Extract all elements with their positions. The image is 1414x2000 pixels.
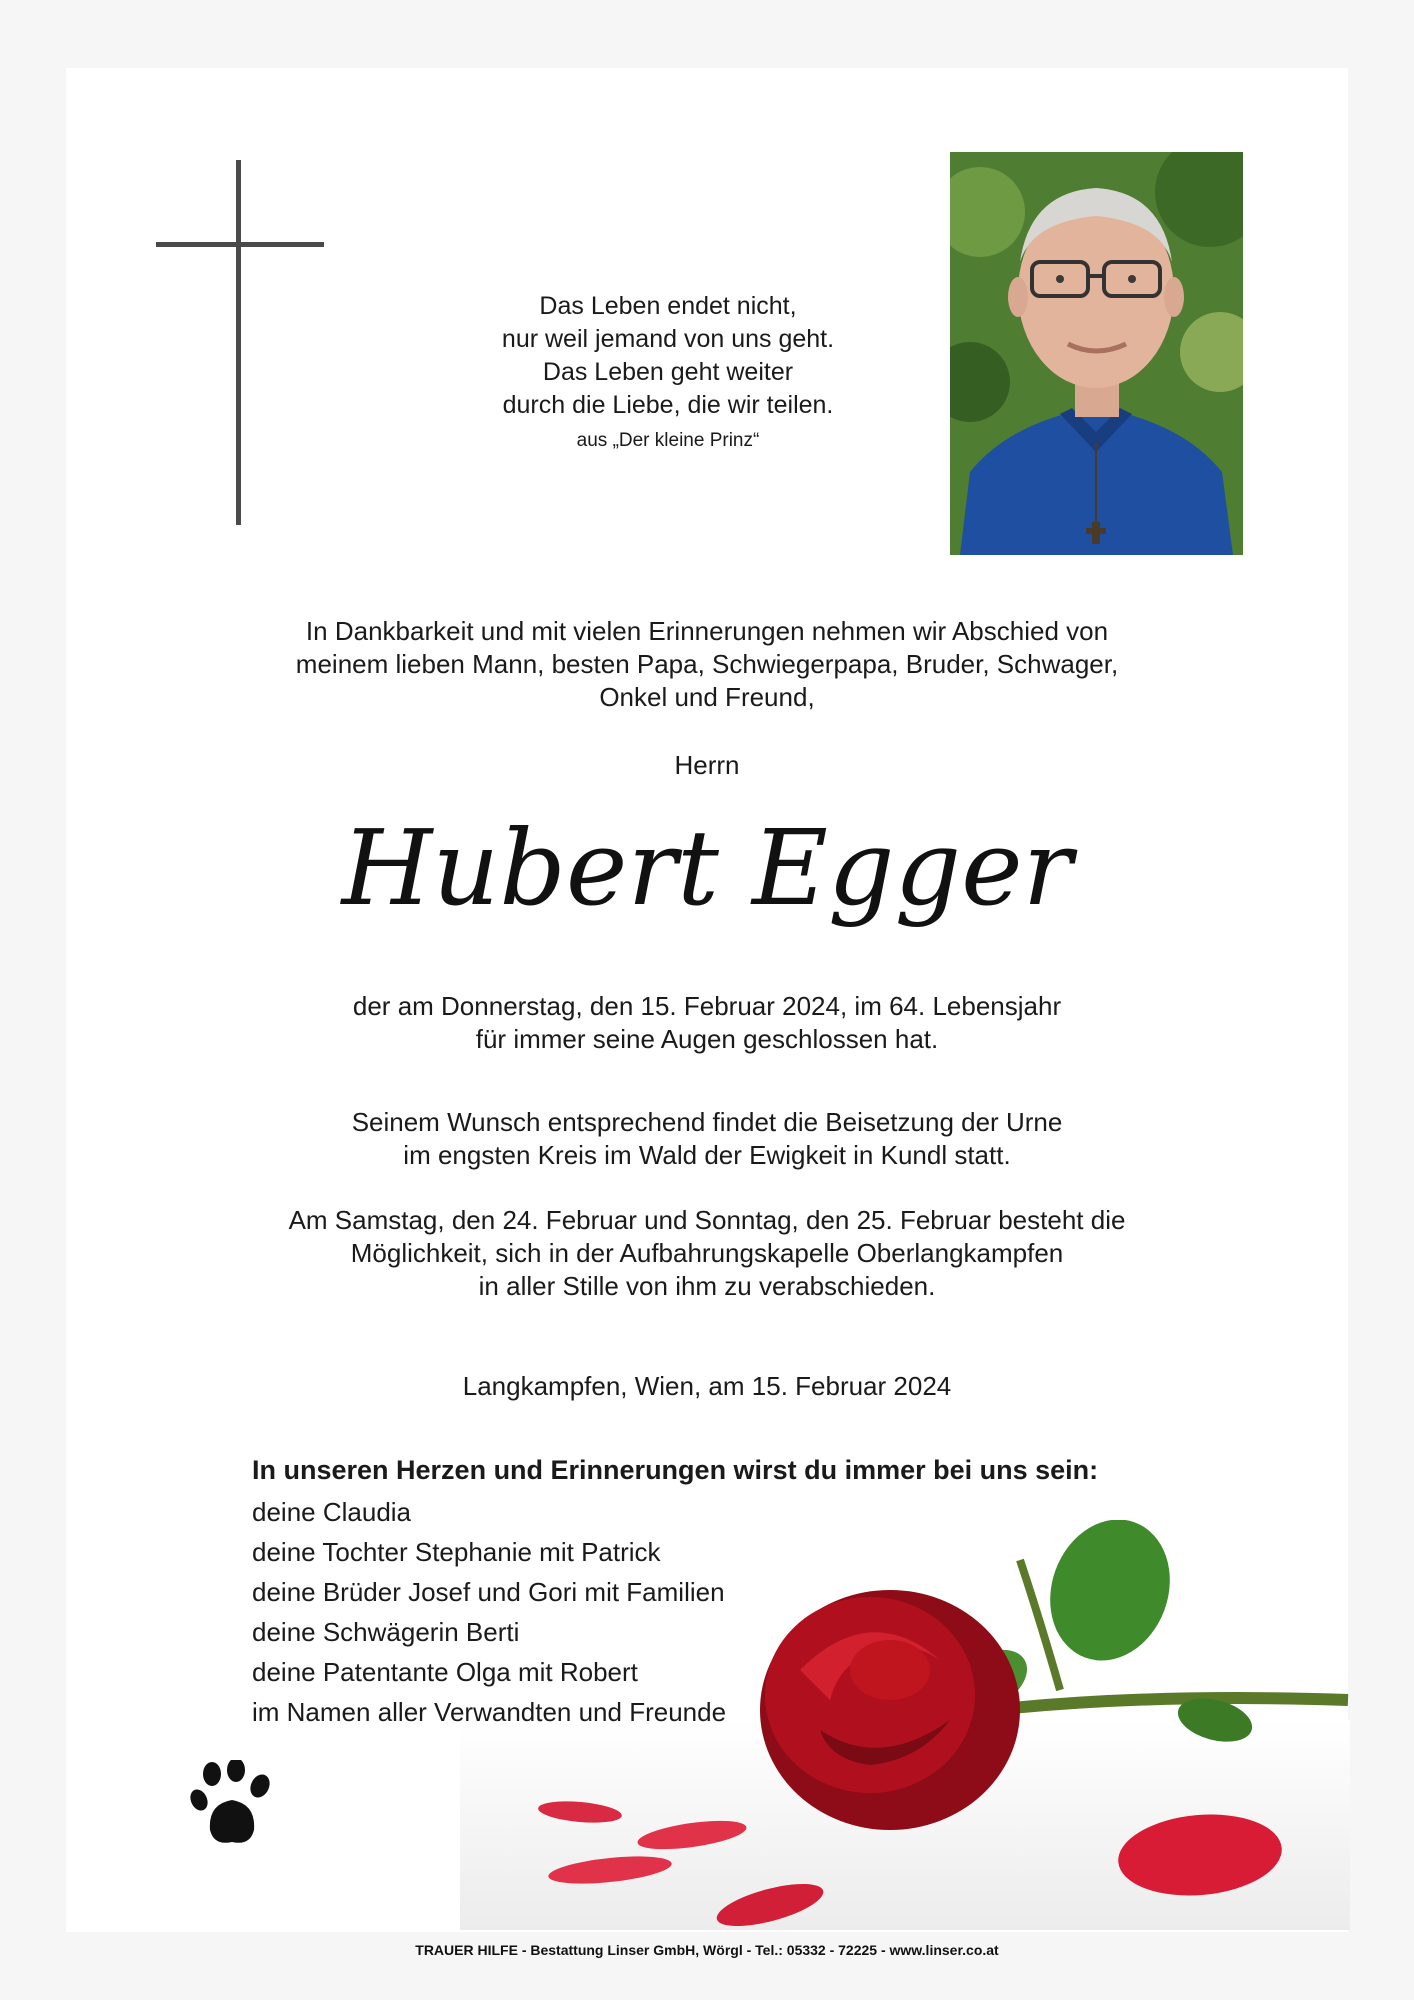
salutation: Herrn — [674, 750, 740, 780]
cross-icon — [236, 160, 241, 525]
portrait-illustration — [950, 152, 1243, 555]
cross-icon-crossbar — [156, 242, 324, 247]
deceased-name: Hubert Egger — [341, 807, 1073, 929]
burial-line: im engsten Kreis im Wald der Ewigkeit in Kundl statt. — [403, 1140, 1011, 1170]
mourner-name: deine Tochter Stephanie mit Patrick — [252, 1537, 661, 1567]
quote-block — [430, 290, 906, 452]
intro-text — [0, 615, 1414, 714]
death-notice-line: der am Donnerstag, den 15. Februar 2024, im 64. Lebensjahr — [352, 991, 1062, 1021]
intro-line: In Dankbarkeit und mit vielen Erinnerungen nehmen wir Abschied von — [305, 616, 1109, 646]
quote-line: durch die Liebe, die wir teilen. — [502, 391, 834, 419]
quote-line: Das Leben endet nicht, — [539, 292, 797, 320]
quote-source: aus „Der kleine Prinz“ — [576, 430, 760, 451]
viewing-line: Am Samstag, den 24. Februar und Sonntag, den 25. Februar besteht die — [288, 1205, 1126, 1235]
burial-line: Seinem Wunsch entsprechend findet die Beisetzung der Urne — [351, 1107, 1063, 1137]
viewing-line: in aller Stille von ihm zu verabschieden. — [478, 1271, 936, 1301]
portrait-photo — [950, 152, 1243, 555]
mourners-heading: In unseren Herzen und Erinnerungen wirst du immer bei uns sein: — [252, 1455, 1099, 1485]
viewing-line: Möglichkeit, sich in der Aufbahrungskapelle Oberlangkampfen — [350, 1238, 1064, 1268]
mourner-name: im Namen aller Verwandten und Freunde — [252, 1697, 727, 1727]
intro-line: meinem lieben Mann, besten Papa, Schwiegerpapa, Bruder, Schwager, — [295, 649, 1119, 679]
mourners-block — [252, 1452, 1152, 1732]
quote-line: Das Leben geht weiter — [542, 358, 794, 386]
viewing-notice — [0, 1204, 1414, 1303]
death-notice — [0, 990, 1414, 1056]
mourner-name: deine Claudia — [252, 1497, 412, 1527]
mourner-name: deine Patentante Olga mit Robert — [252, 1657, 638, 1687]
mourner-name: deine Schwägerin Berti — [252, 1617, 520, 1647]
funeral-home-footer: TRAUER HILFE - Bestattung Linser GmbH, Wörgl - Tel.: 05332 - 72225 - www.linser.co.at — [415, 1942, 999, 1958]
intro-line: Onkel und Freund, — [599, 682, 815, 712]
mourner-name: deine Brüder Josef und Gori mit Familien — [252, 1577, 725, 1607]
paw-icon — [190, 1760, 274, 1848]
death-notice-line: für immer seine Augen geschlossen hat. — [475, 1024, 939, 1054]
burial-notice — [0, 1106, 1414, 1172]
place-and-date: Langkampfen, Wien, am 15. Februar 2024 — [462, 1371, 952, 1401]
quote-line: nur weil jemand von uns geht. — [501, 325, 835, 353]
